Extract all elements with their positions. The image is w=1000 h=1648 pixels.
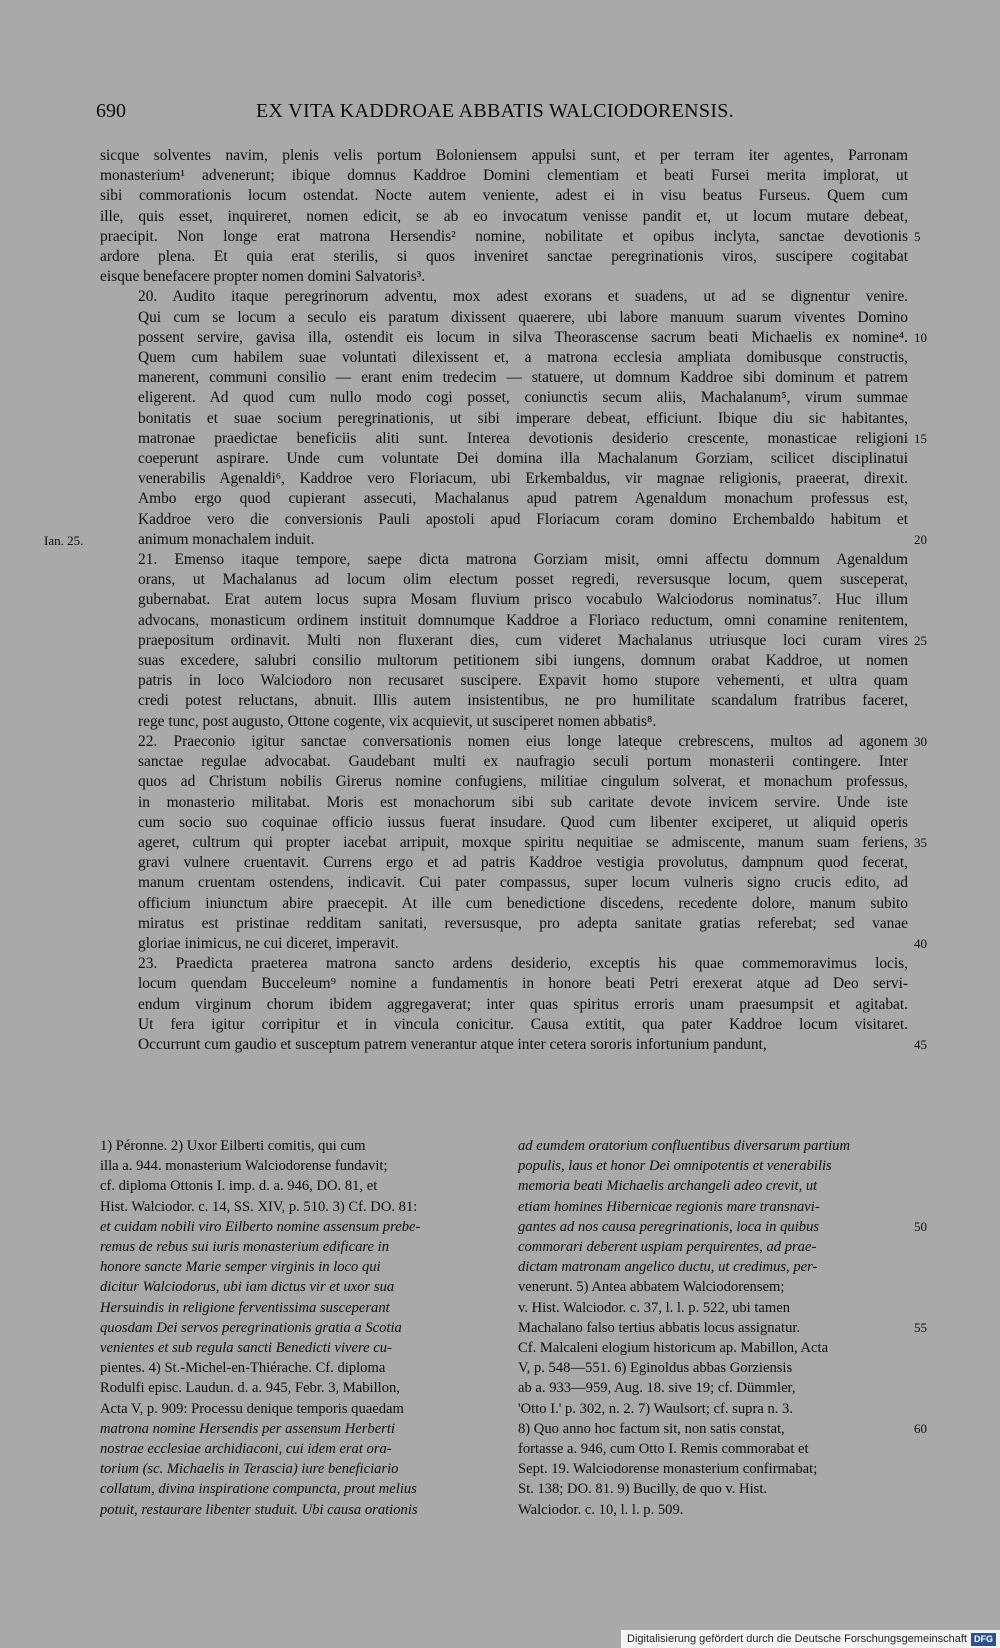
running-title: EX VITA KADDROAE ABBATIS WALCIODORENSIS.: [256, 100, 735, 122]
paragraph: [100, 732, 908, 954]
text-line: gravi vulnere cruentavit. Currens ergo et ad patris Kaddroe vestigia provolutus, dampnum quod fecerat,: [138, 854, 908, 872]
line-number: 25: [914, 632, 927, 648]
text-line: advocans, monasticum ordinem instituit domnumque Kaddroe a Floriaco reductum, omni conamine renitentem,: [138, 611, 908, 629]
paragraph: [100, 954, 908, 1055]
footnote-line: venerunt. 5) Antea abbatem Walciodorensem;: [518, 1279, 785, 1296]
text-line: matronae praedictae beneficiis aliti sunt. Interea devotionis desiderio crescente, monasticae religioni: [138, 429, 908, 447]
footnote-line: potuit, restaurare libenter studuit. Ubi causa orationis: [100, 1501, 418, 1518]
footnote-line: populis, laus et honor Dei omnipotentis et venerabilis: [518, 1158, 832, 1175]
footnote-line: St. 138; DO. 81. 9) Bucilly, de quo v. Hist.: [518, 1481, 768, 1498]
text-line: praepositum ordinavit. Multi non fluxerant dies, cum videret Machalanus utriusque loci curam vires: [138, 631, 908, 649]
footnote-line: remus de rebus sui iuris monasterium edificare in: [100, 1239, 390, 1256]
margin-date-note: Ian. 25.: [44, 533, 84, 548]
footnote-line: Machalano falso tertius abbatis locus assignatur.: [518, 1319, 801, 1336]
footnote-line: Walciodor. c. 10, l. l. p. 509.: [518, 1501, 684, 1518]
text-line: orans, ut Machalanus ad locum olim electum posset regredi, reversusque locum, quem susceperat,: [138, 571, 908, 589]
text-line: quos ad Christum nobilis Girerus nomine confugiens, militiae cingulum solverat, et monachum professus,: [138, 773, 908, 791]
footnote-line: torium (sc. Michaelis in Terascia) iure beneficiario: [100, 1461, 399, 1478]
footnote-line: V, p. 548—551. 6) Eginoldus abbas Gorziensis: [518, 1360, 793, 1377]
footnote-line: fortasse a. 946, cum Otto I. Remis commorabat et: [518, 1441, 809, 1458]
footnote-line: 'Otto I.' p. 302, n. 2. 7) Waulsort; cf. supra n. 3.: [518, 1400, 793, 1417]
line-number: 35: [914, 834, 927, 850]
footnote-line: Hist. Walciodor. c. 14, SS. XIV, p. 510. 3) Cf. DO. 81:: [100, 1198, 418, 1215]
footnote-line: pientes. 4) St.-Michel-en-Thiérache. Cf. diploma: [100, 1360, 386, 1377]
line-number: 30: [914, 733, 927, 749]
text-line: cum socio suo coquinae officio iussus fuerat insudare. Quod cum libenter exciperet, ut aliquid operis: [138, 813, 908, 831]
text-line: Ut fera igitur corripitur et in vincula conicitur. Causa extitit, qua pater Kaddroe locum visitaret.: [138, 1015, 908, 1033]
line-number: 5: [914, 228, 921, 244]
text-line: suas excedere, salubri consilio multorum petitionem sibi iungens, domnum orabat Kaddroe, ut nomen: [138, 652, 908, 670]
text-line: Ambo ergo quod cupierant assecuti, Machalanus apud patrem Agenaldum monachum professus est,: [138, 490, 908, 508]
footnote-line: memoria beati Michaelis archangeli adeo crevit, ut: [518, 1178, 818, 1195]
footnote-line: Hersuindis in religione ferventissima susceperant: [100, 1299, 390, 1316]
text-line: Quem cum habilem suae voluntati dilexissent et, a matrona ecclesia ampliata domibusque constructis,: [138, 349, 908, 367]
main-text: [100, 146, 908, 1055]
footnote-line: etiam homines Hibernicae regionis mare transnavi-: [518, 1198, 820, 1215]
text-line: eisque benefacere propter nomen domini Salvatoris³.: [100, 268, 426, 286]
footnote-line: illa a. 944. monasterium Walciodorense fundavit;: [100, 1158, 388, 1175]
text-line: rege tunc, post augusto, Ottone cogente, vix acquievit, ut susciperet nomen abbatis⁸.: [138, 712, 657, 730]
text-line: credi potest reluctans, abnuit. Illis autem insistentibus, ne pro humilitate scandalum fratribus faceret,: [138, 692, 908, 710]
line-number: 60: [914, 1420, 927, 1436]
footnote-line: cf. diploma Ottonis I. imp. d. a. 946, DO. 81, et: [100, 1178, 378, 1195]
text-line: Occurrunt cum gaudio et susceptum patrem venerantur atque inter cetera sororis infortunium pandunt,: [138, 1035, 767, 1053]
text-line: in monasterio militabat. Moris est monachorum sibi sub caritate devote invicem servire. Unde iste: [138, 793, 908, 811]
text-line: officium iniunctum abire praecepit. At ille cum benedictione discedens, recedente dolore, manum subito: [138, 894, 908, 912]
text-line: ageret, cultrum qui propter iacebat arripuit, moxque spiritu nequitiae se admiscente, manum suam feriens,: [138, 833, 908, 851]
text-line: Qui cum se locum a seculo eis paratum dixissent quaerere, ubi labore manuum suarum viventes Domino: [138, 308, 908, 326]
text-line: endum virginum chorum ibidem aggregaverat; inter quas spiritus erroris unam praesumpsit et agitabat.: [138, 995, 908, 1013]
text-line: coeperunt aspirare. Unde cum voluntate Dei domina illa Machalanum Gorziam, scilicet disciplinatui: [138, 450, 908, 468]
footnote-line: ab a. 933—959, Aug. 18. sive 19; cf. Dümmler,: [518, 1380, 796, 1397]
text-line: gloriae inimicus, ne cui diceret, imperavit.: [138, 934, 399, 952]
footnote-line: Cf. Malcaleni elogium historicum ap. Mabillon, Acta: [518, 1340, 829, 1357]
footnote-line: honore sancte Marie semper virginis in loco qui: [100, 1259, 381, 1276]
footnote-line: collatum, divina inspiratione compuncta, prout melius: [100, 1481, 417, 1498]
paragraph: [100, 550, 908, 732]
footnote-line: Acta V, p. 909: Processu denique temporis quaedam: [100, 1400, 404, 1417]
footnote-line: 8) Quo anno hoc factum sit, non satis constat,: [518, 1420, 785, 1437]
text-line: manum cruentam ostendens, indicavit. Cui pater compassus, super locum vulneris signo crucis edito, ad: [138, 874, 908, 892]
paragraph: [100, 146, 908, 287]
text-line: 22. Praeconio igitur sanctae conversationis nomen eius longe lateque crebrescens, multos ad agonem: [138, 732, 908, 750]
line-number: 15: [914, 430, 927, 446]
text-line: sanctae regulae advocabat. Gaudebant multi ex naufragio seculi portum monasterii contingere. Inter: [138, 753, 908, 771]
digitization-notice[interactable]: [621, 1630, 1000, 1648]
footnotes-right-column: [518, 1136, 916, 1520]
footnote-line: Sept. 19. Walciodorense monasterium confirmabat;: [518, 1461, 818, 1478]
text-line: 21. Emenso itaque tempore, saepe dicta matrona Gorziam misit, omni affectu domnum Agenaldum: [138, 551, 908, 569]
text-line: Kaddroe vero die conversionis Pauli apostoli apud Floriacum coram domino Erchembaldo habitum et: [138, 510, 908, 528]
footnote-line: quosdam Dei servos peregrinationis gratia a Scotia: [100, 1319, 402, 1336]
line-number: 20: [914, 531, 927, 547]
footnote-line: v. Hist. Walciodor. c. 37, l. l. p. 522, ubi tamen: [518, 1299, 791, 1316]
text-line: animum monachalem induit.: [138, 530, 315, 548]
line-number: 45: [914, 1036, 927, 1052]
footnote-line: matrona nomine Hersendis per assensum Herberti: [100, 1420, 395, 1437]
text-line: locum quendam Bucceleum⁹ nomine a fundamentis in honore beati Petri erexerat atque ad Deo servi-: [138, 975, 908, 993]
footnote-line: commorari deberent uspiam perquirentes, ad prae-: [518, 1239, 817, 1256]
footnote-line: nostrae ecclesiae archidiaconi, cui idem erat ora-: [100, 1441, 392, 1458]
footnote-line: gantes ad nos causa peregrinationis, loca in quibus: [518, 1218, 820, 1235]
line-number: 40: [914, 935, 927, 951]
text-line: 20. Audito itaque peregrinorum adventu, mox adest exorans et suadens, ut ad se dignentur venire.: [138, 288, 908, 306]
text-line: eligerent. Ad quod cum nullo modo cogi posset, coniunctis secum aliis, Machalanum⁵, virum summae: [138, 389, 908, 407]
text-line: sibi commorationis locum ostendat. Nocte autem veniente, adest ei in visu beatus Furseus. Quem cum: [100, 187, 908, 205]
footnote-line: dicitur Walciodorus, ubi iam dictus vir et uxor sua: [100, 1279, 395, 1296]
footnote-line: ad eumdem oratorium confluentibus diversarum partium: [518, 1138, 850, 1154]
text-line: miratus est pristinae redditam sanitati, reversusque, pro adepta sanitate gratias referebat; sed vanae: [138, 914, 908, 932]
line-number: 55: [914, 1319, 927, 1335]
text-line: praecipit. Non longe erat matrona Hersendis² nomine, nobilitate et opibus inclyta, sanctae devotionis: [100, 227, 908, 245]
text-line: ille, quis esset, inquireret, nomen edicit, se ab eo invocatum venisse pandit et, ut locum mutare debeat,: [100, 207, 908, 225]
footnote-line: et cuidam nobili viro Eilberto nomine assensum prebe-: [100, 1218, 421, 1235]
text-line: patris in loco Walciodoro non recusaret suscipere. Expavit homo stupore vehementi, et ultra quam: [138, 672, 908, 690]
text-line: monasterium¹ advenerunt; ibique domnus Kaddroe Domini clementiam et beati Fursei merita implorat, ut: [100, 167, 908, 185]
line-number: 50: [914, 1218, 927, 1234]
footnote-line: 1) Péronne. 2) Uxor Eilberti comitis, qui cum: [100, 1138, 366, 1154]
digitization-text: Digitalisierung gefördert durch die Deutsche Forschungsgemeinschaft: [627, 1633, 967, 1645]
footnote-line: dictam matronam angelico ductu, ut credimus, per-: [518, 1259, 818, 1276]
footnotes-left-column: [100, 1136, 498, 1520]
text-line: ardore plena. Et quia erat sterilis, si quos inveniret sanctae peregrinationis viros, suscipere cogitabat: [100, 248, 908, 266]
page-number: 690: [96, 100, 126, 122]
text-line: venerabilis Agenaldi⁶, Kaddroe vero Floriacum, ubi Erkembaldus, vir magnae religionis, praeerat, direxit.: [138, 470, 908, 488]
dfg-logo: DFG: [971, 1633, 996, 1646]
footnote-line: venientes et sub regula sancti Benedicti vivere cu-: [100, 1340, 392, 1357]
text-line: gubernabat. Erat autem locus supra Mosam fluvium prisco vocabulo Walciodorus nominatus⁷. Huc illum: [138, 591, 908, 609]
text-line: possent servire, gavisa illa, ostendit eis locum in silva Theorascense sacrum beati Michaelis ex nomine⁴.: [138, 328, 908, 346]
text-line: 23. Praedicta praeterea matrona sancto ardens desiderio, exceptis his quae commemoravimus locis,: [138, 955, 908, 973]
text-line: bonitatis et suae socium peregrinationis, ut sibi imperare debeat, efficiunt. Ibique diu sic habitantes,: [138, 409, 908, 427]
line-number: 10: [914, 329, 927, 345]
footnote-line: Rodulfi episc. Laudun. d. a. 945, Febr. 3, Mabillon,: [100, 1380, 400, 1397]
page-header: [96, 100, 876, 130]
text-line: manerent, communi consilio — erant enim tredecim — statuere, ut domnum Kaddroe sibi dominum et patrem: [138, 369, 908, 387]
paragraph: [100, 287, 908, 550]
text-line: sicque solventes navim, plenis velis portum Boloniensem appulsi sunt, et per terram iter agentes, Parronam: [100, 147, 908, 164]
